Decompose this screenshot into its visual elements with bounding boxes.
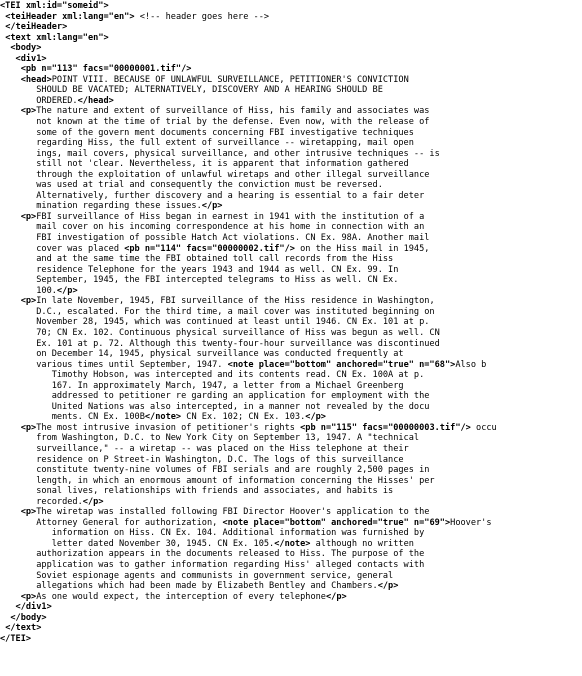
xml-text: Ex. 101 at p. 72. Although this twenty-four-hour surveillance was discontinued: [0, 338, 440, 349]
xml-text: residence on P Street-in Washington, D.C. The logs of this surveillance: [0, 454, 404, 465]
code-line: [0, 412, 582, 423]
code-line: [0, 149, 582, 160]
xml-text: Soviet espionage agents and communists in government service, general: [0, 570, 394, 581]
xml-text: [0, 43, 10, 53]
xml-text: 70; CN Ex. 102. Continuous physical surveillance of Hiss was begun as well. CN: [0, 327, 440, 338]
code-line: [0, 117, 582, 128]
xml-text: and at the same time the FBI obtained toll call records from the Hiss: [0, 254, 394, 265]
xml-tag: </teiHeader>: [5, 22, 68, 33]
xml-text: Alternatively, further discovery and a hearing is essential to a fair deter: [0, 190, 425, 201]
code-line: [0, 455, 582, 466]
code-line: [0, 233, 582, 244]
xml-tag: </head>: [77, 95, 114, 106]
code-line: [0, 12, 582, 23]
code-line: [0, 497, 582, 508]
xml-text: [0, 75, 21, 85]
xml-text: although no written: [310, 538, 414, 549]
xml-tag: <pb n="113" facs="00000001.tif"/>: [20, 64, 192, 75]
code-line: [0, 339, 582, 350]
xml-tag: <pb n="115" facs="00000003.tif"/>: [300, 422, 471, 433]
xml-tag: <head>: [20, 74, 52, 85]
xml-tag: <p>: [20, 507, 37, 518]
code-line: [0, 33, 582, 44]
code-line: [0, 296, 582, 307]
xml-text: [0, 592, 21, 602]
xml-tag: </p>: [305, 412, 326, 423]
xml-text: allegations which had been made by Elizabeth Bentley and Chambers.: [0, 581, 378, 592]
xml-text: sonal lives, relationships with friends and associates, and habits is: [0, 486, 394, 497]
xml-tag: <body>: [10, 43, 42, 54]
xml-text: various times until September, 1947.: [0, 359, 228, 370]
xml-text: application was to gather information regarding Hiss' alleged contacts with: [0, 559, 425, 570]
xml-text: The wiretap was installed following FBI Director Hoover's application to the: [36, 507, 430, 518]
xml-tag: <p>: [20, 591, 37, 602]
code-line: [0, 106, 582, 117]
code-line: [0, 571, 582, 582]
xml-text: D.C., escalated. For the third time, a mail cover was instituted beginning on: [0, 306, 435, 317]
xml-tag: <pb n="114" facs="00000002.tif"/>: [124, 243, 295, 254]
xml-text: on December 14, 1945, physical surveillance was conducted frequently at: [0, 349, 404, 360]
code-line: [0, 22, 582, 33]
xml-text: still not 'clear. Nevertheless, it is apparent that information gathered: [0, 159, 409, 170]
code-line: [0, 265, 582, 276]
code-line: [0, 486, 582, 497]
code-line: [0, 433, 582, 444]
xml-tag: </TEI>: [0, 633, 32, 644]
code-line: [0, 539, 582, 550]
xml-text: ORDERED.: [0, 95, 78, 106]
code-line: [0, 402, 582, 413]
xml-text: [0, 296, 21, 306]
code-line: [0, 96, 582, 107]
xml-tag: <p>: [20, 422, 37, 433]
xml-text: addressed to petitioner re garding an application for employment with the: [0, 391, 430, 402]
xml-text: mination regarding these issues.: [0, 201, 202, 212]
code-line: [0, 275, 582, 286]
code-line: [0, 592, 582, 603]
xml-text: [0, 613, 10, 623]
xml-tag: </note>: [274, 538, 311, 549]
xml-text: [0, 106, 21, 116]
xml-text: [0, 602, 16, 612]
xml-text: In late November, 1945, FBI surveillance of the Hiss residence in Washington,: [36, 296, 435, 307]
code-line: [0, 222, 582, 233]
code-line: [0, 507, 582, 518]
code-line: [0, 75, 582, 86]
xml-text: length, in which an enormous amount of information concerning the Hisses' per: [0, 475, 435, 486]
xml-tag: <note place="bottom" anchored="true" n="69">: [222, 517, 451, 528]
xml-text: some of the govern ment documents concerning FBI investigative techniques: [0, 127, 414, 138]
code-line: [0, 549, 582, 560]
xml-text: Hoover's: [450, 517, 492, 528]
code-line: [0, 602, 582, 613]
code-line: [0, 528, 582, 539]
xml-text: ments. CN Ex. 100B: [0, 412, 145, 423]
xml-text: residence Telephone for the years 1943 and 1944 as well. CN Ex. 99. In: [0, 264, 399, 275]
xml-tag: <p>: [20, 106, 37, 117]
xml-tag: <text xml:lang="en">: [5, 32, 109, 43]
xml-tag: </p>: [201, 201, 223, 212]
xml-text: November 28, 1945, which was continued at least until 1946. CN Ex. 101 at p.: [0, 317, 430, 328]
code-line: [0, 54, 582, 65]
xml-text: information on Hiss. CN Ex. 104. Additional information was furnished by: [0, 528, 425, 539]
code-line: [0, 159, 582, 170]
xml-text: Also b: [455, 359, 487, 370]
xml-text: occu: [470, 422, 497, 433]
xml-text: 167. In approximately March, 1947, a letter from a Michael Greenberg: [0, 380, 404, 391]
code-line: [0, 244, 582, 255]
code-line: [0, 191, 582, 202]
xml-tag: <TEI xml:id="someid">: [0, 1, 109, 11]
xml-text: As one would expect, the interception of every telephone: [36, 591, 326, 602]
code-line: [0, 212, 582, 223]
code-line: [0, 286, 582, 297]
xml-text: on the Hiss mail in 1945,: [294, 243, 430, 254]
xml-tag: </div1>: [15, 602, 52, 613]
xml-text: [0, 54, 16, 64]
xml-text: recorded.: [0, 496, 83, 507]
xml-text: constitute twenty-nine volumes of FBI serials and are roughly 2,500 pages in: [0, 465, 430, 476]
xml-text: FBI investigation of possible Hatch Act violations. CN Ex. 98A. Another mail: [0, 233, 430, 244]
code-line: [0, 254, 582, 265]
xml-text: from Washington, D.C. to New York City on September 13, 1947. A "technical: [0, 433, 420, 444]
code-line: [0, 423, 582, 434]
code-line: [0, 381, 582, 392]
code-line: [0, 43, 582, 54]
xml-tag: </p>: [325, 591, 347, 602]
xml-text: POINT VIII. BECAUSE OF UNLAWFUL SURVEILLANCE, PETITIONER'S CONVICTION: [51, 74, 409, 85]
xml-text: CN Ex. 102; CN Ex. 103.: [181, 412, 306, 423]
xml-tag: </p>: [82, 496, 104, 507]
xml-text: September, 1945, the FBI intercepted telegrams to Hiss as well. CN Ex.: [0, 275, 399, 286]
code-line: [0, 623, 582, 634]
xml-text: SHOULD BE VACATED; ALTERNATIVELY, DISCOVERY AND A HEARING SHOULD BE: [0, 85, 383, 96]
code-line: [0, 85, 582, 96]
xml-text: [0, 64, 21, 74]
xml-text: authorization appears in the documents released to Hiss. The purpose of the: [0, 549, 425, 560]
xml-tag: <note place="bottom" anchored="true" n="68">: [227, 359, 456, 370]
xml-text: mail cover on his incoming correspondence at his home in connection with an: [0, 222, 425, 233]
code-line: [0, 370, 582, 381]
xml-text: United Nations was also intercepted, in a manner not revealed by the docu: [0, 401, 430, 412]
xml-text: The most intrusive invasion of petitioner's rights: [36, 422, 301, 433]
xml-tag: </p>: [56, 285, 78, 296]
code-line: [0, 170, 582, 181]
code-line: [0, 138, 582, 149]
code-line: [0, 307, 582, 318]
xml-text: regarding Hiss, the full extent of surveillance -- wiretapping, mail open: [0, 138, 414, 149]
xml-text: The nature and extent of surveillance of Hiss, his family and associates was: [36, 106, 430, 117]
code-line: [0, 180, 582, 191]
xml-text: through the exploitation of unlawful wiretaps and other illegal surveillance: [0, 169, 430, 180]
xml-text: FBI surveillance of Hiss began in earnest in 1941 with the institution of a: [36, 211, 425, 222]
xml-text: letter dated November 30, 1945. CN Ex. 105.: [0, 538, 275, 549]
code-line: [0, 128, 582, 139]
code-line: [0, 444, 582, 455]
code-line: [0, 1, 582, 12]
xml-tag: </p>: [377, 581, 399, 592]
code-line: [0, 349, 582, 360]
xml-text: [0, 423, 21, 433]
xml-tag: </note>: [144, 412, 182, 423]
xml-tag: </text>: [5, 623, 42, 634]
code-line: [0, 328, 582, 339]
code-line: [0, 64, 582, 75]
xml-text: cover was placed: [0, 243, 125, 254]
xml-text: 100.: [0, 285, 57, 296]
xml-text: surveillance," -- a wiretap -- was placed on the Hiss telephone at their: [0, 443, 409, 454]
xml-text: [0, 507, 21, 517]
code-line: [0, 518, 582, 529]
xml-tag: <p>: [20, 211, 37, 222]
code-line: [0, 391, 582, 402]
xml-text: <!-- header goes here -->: [134, 11, 270, 22]
xml-text: Timothy Hobson, was intercepted and its contents read. CN Ex. 100A at p.: [0, 370, 425, 381]
xml-text: ings, mail covers, physical surveillance, and other intrusive techniques -- is: [0, 148, 440, 159]
code-line: [0, 465, 582, 476]
code-line: [0, 560, 582, 571]
xml-text: [0, 212, 21, 222]
code-line: [0, 613, 582, 624]
xml-text: Attorney General for authorization,: [0, 517, 223, 528]
code-line: [0, 360, 582, 371]
xml-tag: <teiHeader xml:lang="en">: [5, 11, 135, 22]
code-line: [0, 581, 582, 592]
xml-text: was used at trial and consequently the conviction must be reversed.: [0, 180, 383, 191]
code-line: [0, 201, 582, 212]
xml-text: not known at the time of trial by the defense. Even now, with the release of: [0, 117, 430, 128]
xml-tag: </body>: [10, 612, 47, 623]
code-line: [0, 634, 582, 645]
xml-tag: <p>: [20, 296, 37, 307]
xml-tag: <div1>: [15, 53, 47, 64]
code-line: [0, 476, 582, 487]
code-line: [0, 317, 582, 328]
